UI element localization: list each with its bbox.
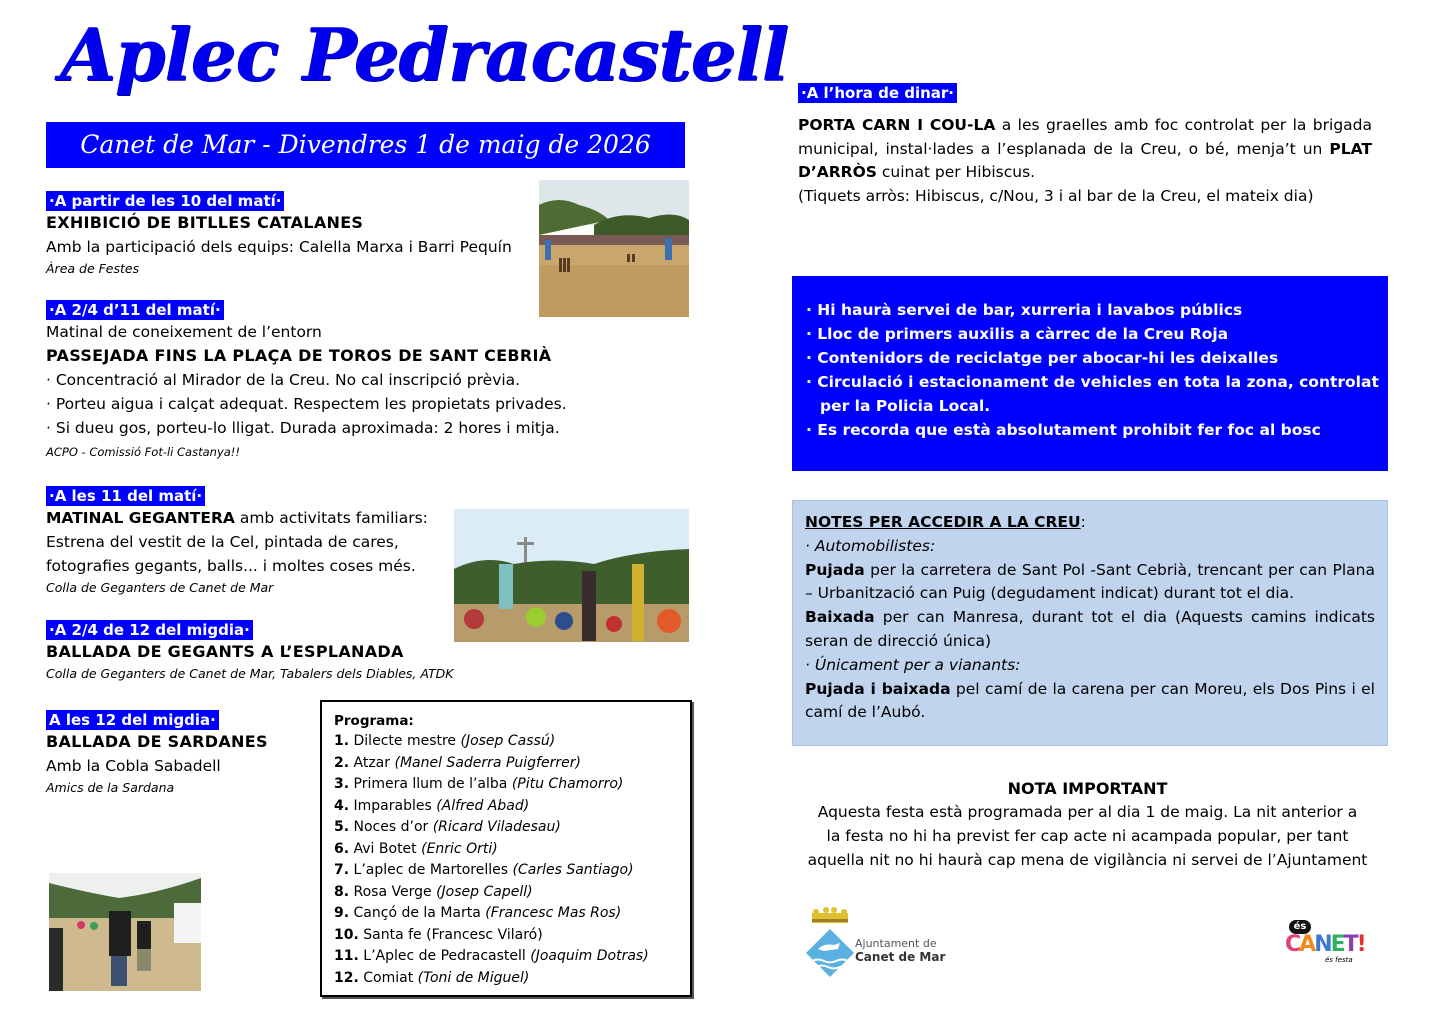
important-line: aquella nit no hi haurà cap mena de vigilància ni servei de l’Ajuntament (807, 851, 1368, 869)
coat-of-arms-icon (804, 905, 856, 983)
program-item: 9. Cançó de la Marta (Francesc Mas Ros) (334, 905, 622, 921)
lunch-time-tag: ·A l’hora de dinar· (798, 83, 957, 103)
ajuntament-label-line1: Ajuntament de (855, 937, 937, 950)
event-organizer: Àrea de Festes (46, 261, 140, 276)
program-title: Programa: (334, 713, 414, 729)
service-item-continuation: per la Policia Local. (820, 397, 991, 415)
es-festa-tagline: és festa (1325, 956, 1353, 964)
service-item: · Hi haurà servei de bar, xurreria i lavabos públics (806, 301, 1243, 319)
event-ballada-gegants (46, 620, 453, 684)
event-sardanes (46, 710, 268, 798)
event-detail: fotografies gegants, balls... i moltes coses més. (46, 557, 416, 575)
event-detail: · Si dueu gos, porteu-lo lligat. Durada aproximada: 2 hores i mitja. (46, 419, 560, 437)
es-speech-bubble: és (1289, 920, 1311, 934)
program-item: 8. Rosa Verge (Josep Capell) (334, 883, 533, 900)
important-heading: NOTA IMPORTANT (1007, 779, 1168, 798)
event-organizer: ACPO - Comissió Fot-li Castanya!! (46, 445, 241, 459)
drivers-up-route: Pujada per la carretera de Sant Pol -Sant Cebrià, trencant per can Plana – Urbanització can Puig (degudament indicat) durant tot el dia. (805, 560, 1375, 603)
event-passejada (46, 300, 567, 462)
program-item: 11. L’Aplec de Pedracastell (Joaquim Dotras) (334, 948, 649, 964)
event-intro: Matinal de coneixement de l’entorn (46, 323, 322, 341)
walkers-route: Pujada i baixada pel camí de la carena per can Moreu, els Dos Pins i el camí de l’Aubó. (805, 679, 1375, 722)
notes-title: NOTES PER ACCEDIR A LA CREU (805, 513, 1081, 531)
event-time-tag: ·A partir de les 10 del matí· (46, 191, 284, 211)
event-detail: Amb la Cobla Sabadell (46, 757, 221, 775)
giants-crowd-image (454, 509, 689, 642)
event-title: EXHIBICIÓ DE BITLLES CATALANES (46, 213, 364, 232)
program-item: 1. Dilecte mestre (Josep Cassú) (334, 733, 556, 749)
page-title: Aplec Pedracastell (60, 12, 789, 97)
service-item: · Circulació i estacionament de vehicles en tota la zona, controlat (806, 373, 1379, 391)
program-item: 7. L’aplec de Martorelles (Carles Santiago) (334, 862, 634, 878)
event-description: Amb la participació dels equips: Calella Marxa i Barri Pequín (46, 238, 512, 256)
event-organizer: Colla de Geganters de Canet de Mar (46, 580, 274, 595)
event-bitlles (46, 191, 512, 279)
es-canet-logo (1283, 918, 1373, 970)
event-detail: Estrena del vestit de la Cel, pintada de cares, (46, 533, 399, 551)
bitlles-field-image (539, 180, 689, 317)
important-line: la festa no hi ha previst fer cap acte ni acampada popular, per tant (826, 827, 1349, 845)
sardana-dancers-image (49, 873, 201, 991)
photo-gegants (454, 509, 689, 642)
lunch-tickets: (Tiquets arròs: Hibiscus, c/Nou, 3 i al bar de la Creu, el mateix dia) (798, 186, 1314, 205)
event-matinal-gegantera (46, 486, 428, 598)
service-item: · Lloc de primers auxilis a càrrec de la Creu Roja (806, 325, 1229, 343)
event-detail: · Porteu aigua i calçat adequat. Respectem les propietats privades. (46, 395, 567, 413)
event-time-tag: ·A les 11 del matí· (46, 486, 205, 506)
event-time-tag: ·A 2/4 d’11 del matí· (46, 300, 224, 320)
event-title: MATINAL GEGANTERA (46, 509, 235, 527)
program-item: 5. Noces d’or (Ricard Viladesau) (334, 819, 561, 835)
event-title: PASSEJADA FINS LA PLAÇA DE TOROS DE SANT CEBRIÀ (46, 346, 552, 365)
walkers-label: · Únicament per a vianants: (805, 655, 1021, 674)
ajuntament-logo (800, 905, 950, 985)
important-line: Aquesta festa està programada per al dia 1 de maig. La nit anterior a (817, 803, 1358, 821)
canet-wordmark: CANET! (1285, 932, 1365, 957)
program-item: 10. Santa fe (Francesc Vilaró) (334, 926, 543, 943)
lunch-section (798, 83, 1372, 208)
service-item: · Contenidors de reciclatge per abocar-hi les deixalles (806, 349, 1279, 367)
event-organizer: Amics de la Sardana (46, 780, 175, 795)
event-time-tag: ·A 2/4 de 12 del migdia· (46, 620, 253, 640)
drivers-label: · Automobilistes: (805, 536, 936, 555)
important-note (800, 778, 1375, 872)
lunch-description: PORTA CARN I COU-LA a les graelles amb foc controlat per la brigada municipal, instal·lades a l’esplanada de la Creu, o bé, menja’t un PLAT D’ARRÒS cuinat per Hibiscus. (798, 116, 1372, 181)
program-item: 6. Avi Botet (Enric Orti) (334, 840, 498, 857)
event-title: BALLADA DE SARDANES (46, 732, 268, 751)
service-item: · Es recorda que està absolutament prohibit fer foc al bosc (806, 421, 1321, 439)
event-title-suffix: amb activitats familiars: (234, 509, 428, 527)
photo-sardanes (49, 873, 201, 991)
access-notes-box: NOTES PER ACCEDIR A LA CREU: · Automobilistes: Pujada per la carretera de Sant Pol -Sant Cebrià, trencant per can Plana – Urbanització can Puig (degudament indicat) durant tot el dia. Baixada per can Manresa, durant tot el dia (Aquests camins indicats seran de direcció única) · Únicament per a vianants: Pujada i baixada pel camí de la carena per can Moreu, els Dos Pins i el camí de l’Aubó. (792, 500, 1388, 746)
sardana-program-box (320, 700, 692, 997)
program-item: 4. Imparables (Alfred Abad) (334, 797, 530, 814)
event-time-tag: A les 12 del migdia· (46, 710, 219, 730)
ajuntament-label-line2: Canet de Mar (855, 950, 946, 964)
program-item: 12. Comiat (Toni de Miguel) (334, 969, 530, 986)
program-item: 3. Primera llum de l’alba (Pitu Chamorro) (334, 776, 624, 792)
program-item: 2. Atzar (Manel Saderra Puigferrer) (334, 754, 581, 771)
services-info-box (792, 276, 1388, 471)
event-organizer: Colla de Geganters de Canet de Mar, Tabalers dels Diables, ATDK (46, 666, 454, 681)
drivers-down-route: Baixada per can Manresa, durant tot el dia (Aquests camins indicats seran de direcció única) (805, 608, 1375, 650)
date-location-banner: Canet de Mar - Divendres 1 de maig de 2026 (46, 122, 685, 168)
event-title: BALLADA DE GEGANTS A L’ESPLANADA (46, 642, 404, 661)
event-detail: · Concentració al Mirador de la Creu. No cal inscripció prèvia. (46, 371, 521, 389)
photo-bitlles (539, 180, 689, 317)
